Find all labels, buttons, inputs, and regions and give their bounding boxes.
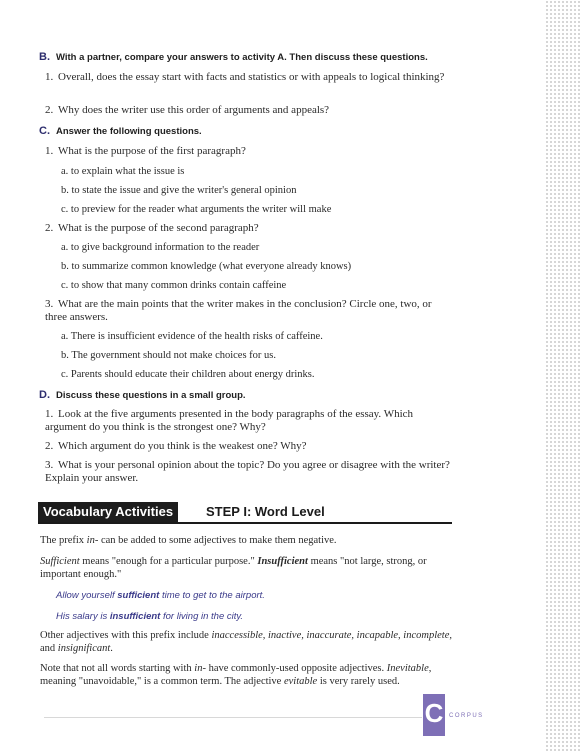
example-sentence-1: Allow yourself sufficient time to get to the airport. bbox=[56, 590, 265, 601]
option-c2c: c. to show that many common drinks contain caffeine bbox=[61, 280, 287, 291]
question-c2: 2. What is the purpose of the second paragraph? bbox=[45, 222, 259, 234]
section-b-heading: B. With a partner, compare your answers to activity A. Then discuss these questions. bbox=[39, 51, 428, 63]
section-d-heading: D. Discuss these questions in a small group. bbox=[39, 389, 246, 401]
corpus-label: CORPUS bbox=[449, 713, 484, 719]
option-c3a: a. There is insufficient evidence of the health risks of caffeine. bbox=[61, 331, 323, 342]
question-d1: 1. Look at the five arguments presented in the body paragraphs of the essay. Which argument do you think is the strongest one? Why? bbox=[45, 408, 414, 433]
section-c-heading: C. Answer the following questions. bbox=[39, 125, 202, 137]
vocab-paragraph-1: The prefix in- can be added to some adjectives to make them negative. bbox=[40, 535, 337, 546]
section-letter: D. bbox=[39, 389, 50, 401]
question-c3: 3. What are the main points that the writer makes in the conclusion? Circle one, two, or three answers. bbox=[45, 298, 432, 323]
section-letter: B. bbox=[39, 51, 50, 63]
corpus-logo bbox=[423, 694, 445, 736]
option-c1c: c. to preview for the reader what arguments the writer will make bbox=[61, 204, 332, 215]
step-title: STEP I: Word Level bbox=[206, 504, 325, 519]
vocabulary-title: Vocabulary Activities bbox=[38, 502, 178, 522]
section-letter: C. bbox=[39, 125, 50, 137]
option-c2a: a. to give background information to the reader bbox=[61, 242, 260, 253]
vocab-paragraph-2: Sufficient means "enough for a particular purpose." Insufficient means "not large, strong, or important enough." bbox=[40, 556, 427, 580]
question-d3: 3. What is your personal opinion about the topic? Do you agree or disagree with the writer? Explain your answer. bbox=[45, 459, 450, 484]
option-c2b: b. to summarize common knowledge (what everyone already knows) bbox=[61, 261, 352, 272]
option-c3b: b. The government should not make choices for us. bbox=[61, 350, 277, 361]
vocab-paragraph-3: Other adjectives with this prefix include inaccessible, inactive, inaccurate, incapable, incomplete, and insignificant. bbox=[40, 630, 452, 654]
footer-divider bbox=[44, 717, 422, 718]
vocabulary-header bbox=[38, 502, 452, 524]
question-b1: 1. Overall, does the essay start with facts and statistics or with appeals to logical thinking? bbox=[45, 71, 445, 83]
question-b2: 2. Why does the writer use this order of arguments and appeals? bbox=[45, 104, 330, 116]
option-c1a: a. to explain what the issue is bbox=[61, 166, 185, 177]
example-sentence-2: His salary is insufficient for living in the city. bbox=[56, 611, 244, 622]
question-d2: 2. Which argument do you think is the weakest one? Why? bbox=[45, 440, 307, 452]
corpus-logo-letter: C bbox=[424, 698, 444, 728]
vocab-paragraph-4: Note that not all words starting with in- have commonly-used opposite adjectives. Inevitable, meaning "unavoidable," is a common term. The adjective evitable is very rarely used. bbox=[40, 663, 432, 687]
question-c1: 1. What is the purpose of the first paragraph? bbox=[45, 145, 246, 157]
option-c1b: b. to state the issue and give the writer's general opinion bbox=[61, 185, 297, 196]
margin-dot-pattern bbox=[545, 0, 581, 752]
option-c3c: c. Parents should educate their children about energy drinks. bbox=[61, 369, 315, 380]
